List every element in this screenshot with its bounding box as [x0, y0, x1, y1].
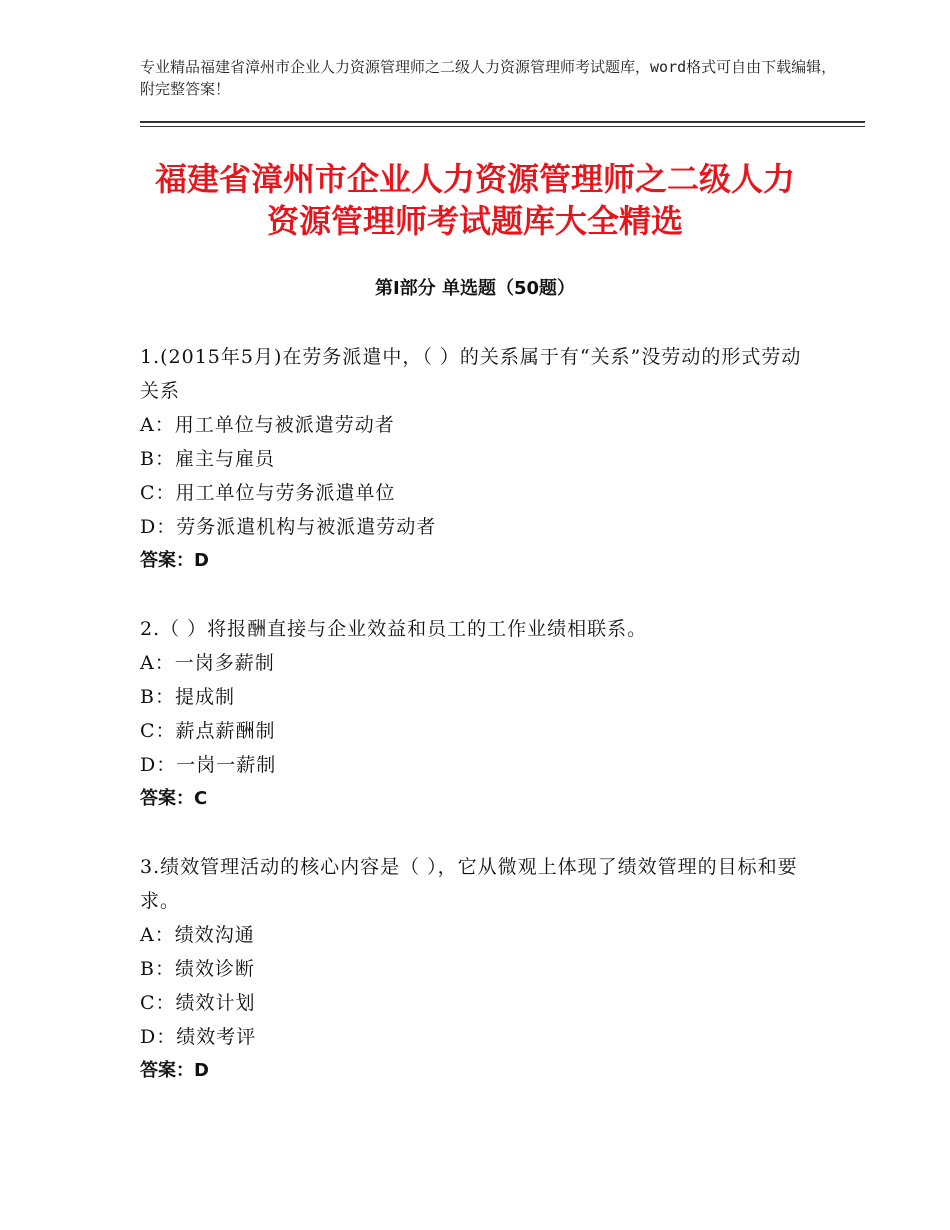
question-stem: 3.绩效管理活动的核心内容是（ ），它从微观上体现了绩效管理的目标和要求。 — [140, 856, 798, 912]
section-heading: 第Ⅰ部分 单选题（50题） — [374, 278, 575, 299]
question-3 — [140, 850, 820, 1088]
answer: 答案：D — [140, 1060, 209, 1081]
option-c: C：用工单位与劳务派遣单位 — [140, 482, 396, 504]
option-a: A：绩效沟通 — [140, 924, 255, 946]
question-stem: 1.(2015年5月)在劳务派遣中，（ ）的关系属于有“关系”没劳动的形式劳动关系 — [140, 346, 802, 402]
option-c: C：薪点薪酬制 — [140, 720, 276, 742]
header-divider-thick — [140, 121, 865, 123]
header-divider-thin — [140, 126, 865, 127]
option-d: D：劳务派遣机构与被派遣劳动者 — [140, 516, 437, 538]
option-b: B：提成制 — [140, 686, 235, 708]
question-1 — [140, 340, 820, 578]
question-2 — [140, 612, 820, 816]
option-d: D：一岗一薪制 — [140, 754, 277, 776]
document-title: 福建省漳州市企业人力资源管理师之二级人力资源管理师考试题库大全精选 — [154, 160, 795, 240]
option-b: B：绩效诊断 — [140, 958, 255, 980]
option-d: D：绩效考评 — [140, 1026, 257, 1048]
answer: 答案：C — [140, 788, 208, 809]
answer: 答案：D — [140, 550, 209, 571]
option-a: A：一岗多薪制 — [140, 652, 275, 674]
option-b: B：雇主与雇员 — [140, 448, 275, 470]
header-note: 专业精品福建省漳州市企业人力资源管理师之二级人力资源管理师考试题库，word格式可自由下载编辑，附完整答案！ — [140, 58, 837, 98]
question-list — [140, 340, 820, 1122]
option-a: A：用工单位与被派遣劳动者 — [140, 414, 395, 436]
option-c: C：绩效计划 — [140, 992, 256, 1014]
question-stem: 2.（ ）将报酬直接与企业效益和员工的工作业绩相联系。 — [140, 618, 648, 640]
